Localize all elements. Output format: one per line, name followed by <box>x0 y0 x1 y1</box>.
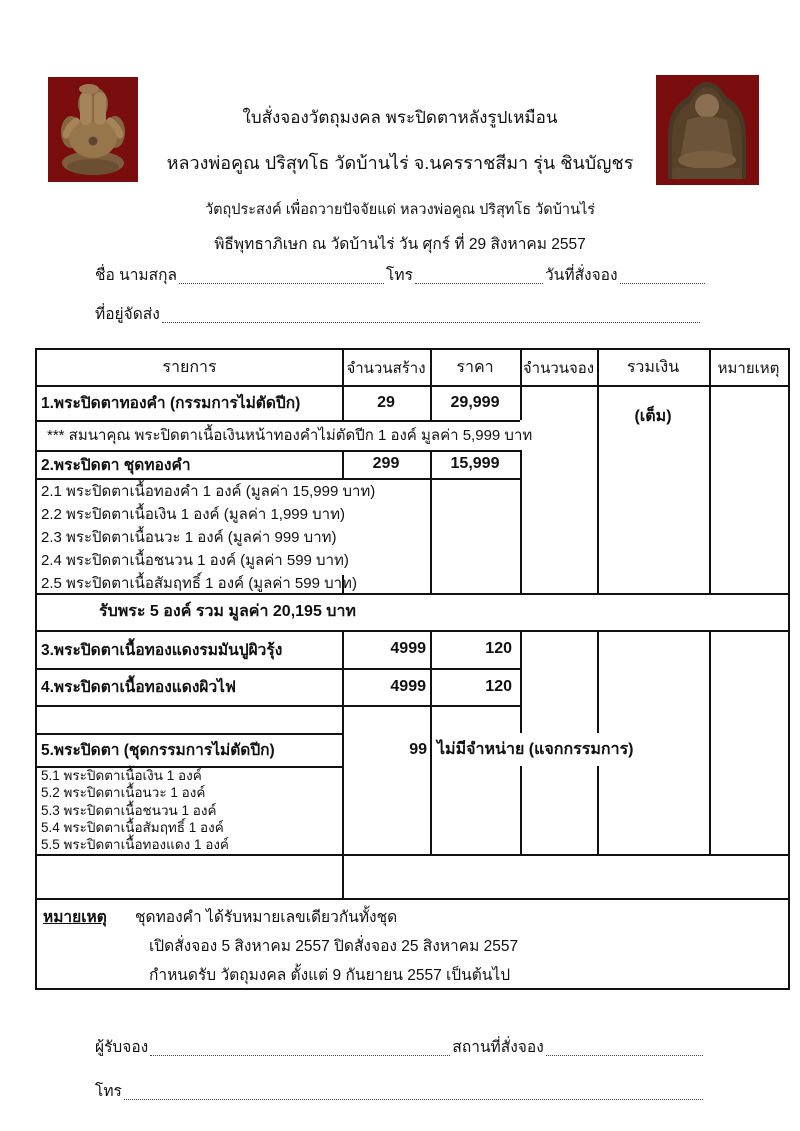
signature-phone-line <box>95 1078 705 1103</box>
receiver-field-line <box>150 1038 450 1056</box>
col-header-item: รายการ <box>162 359 217 376</box>
item5-name: 5.พระปิดตา (ชุดกรรมการไม่ตัดปีก) <box>41 742 275 759</box>
set-summary-row: รับพระ 5 องค์ รวม มูลค่า 20,195 บาท <box>99 603 356 620</box>
grid-line <box>520 630 522 733</box>
ceremony-line: พิธีพุทธาภิเษก ณ วัดบ้านไร่ วัน ศุกร์ ที่ 29 สิงหาคม 2557 <box>214 236 586 253</box>
signature-phone-label: โทร <box>95 1083 122 1100</box>
item1-price: 29,999 <box>450 393 500 411</box>
grid-line <box>342 854 344 898</box>
item2-sub-list <box>41 480 561 595</box>
col-header-total: รวมเงิน <box>626 359 680 376</box>
item3-name: 3.พระปิดตาเนื้อทองแดงรมมันปูผิวรุ้ง <box>41 641 283 659</box>
item2-price: 15,999 <box>450 455 500 472</box>
bonus-row: *** สมนาคุณ พระปิดตาเนื้อเงินหน้าทองคำไม่ตัดปีก 1 องค์ มูลค่า 5,999 บาท <box>47 427 533 444</box>
item5-sub: 5.4 พระปิดตาเนื้อสัมฤทธิ์ 1 องค์ <box>41 819 224 835</box>
date-field-line <box>620 266 705 284</box>
item1-name: 1.พระปิดตาทองคำ (กรรมการไม่ตัดปีก) <box>41 395 301 412</box>
grid-line <box>37 854 788 856</box>
item5-sub-list <box>41 767 341 853</box>
page-title: ใบสั่งจองวัตถุมงคล พระปิดตาหลังรูปเหมือน <box>242 108 558 127</box>
grid-line <box>597 766 599 854</box>
item1-made: 29 <box>377 393 395 411</box>
item3-made: 4999 <box>390 640 426 657</box>
buyer-info-line <box>95 262 707 287</box>
receiver-label: ผู้รับจอง <box>95 1039 149 1056</box>
item2-sub: 2.2 พระปิดตาเนื้อเงิน 1 องค์ (มูลค่า 1,999 บาท) <box>41 506 345 523</box>
item5-sub: 5.5 พระปิดตาเนื้อทองแดง 1 องค์ <box>41 837 229 853</box>
item2-sub: 2.4 พระปิดตาเนื้อชนวน 1 องค์ (มูลค่า 599 บาท) <box>41 552 349 569</box>
grid-line <box>37 898 788 900</box>
col-header-made: จำนวนสร้าง <box>346 359 426 377</box>
subtitle-monk-edition: หลวงพ่อคูณ ปริสุทโธ วัดบ้านไร่ จ.นครราชสีมา รุ่น ชินบัญชร <box>166 153 634 173</box>
remarks-line-1: ชุดทองคำ ได้รับหมายเลขเดียวกันทั้งชุด <box>135 909 398 926</box>
col-header-price: ราคา <box>456 359 494 376</box>
remarks-lines <box>135 903 780 990</box>
item5-sub: 5.2 พระปิดตาเนื้อนวะ 1 องค์ <box>41 785 206 801</box>
address-label: ที่อยู่จัดส่ง <box>95 306 160 323</box>
item2-sub: 2.1 พระปิดตาเนื้อทองคำ 1 องค์ (มูลค่า 15,999 บาท) <box>41 483 376 500</box>
order-table <box>35 348 790 990</box>
address-line <box>95 301 702 326</box>
remarks-line-2: เปิดสั่งจอง 5 สิงหาคม 2557 ปิดสั่งจอง 25 สิงหาคม 2557 <box>149 938 519 955</box>
item4-made: 4999 <box>390 677 426 695</box>
grid-line <box>520 766 522 854</box>
item2-sub: 2.5 พระปิดตาเนื้อสัมฤทธิ์ 1 องค์ (มูลค่า 599 บาท) <box>41 575 357 592</box>
remarks-label: หมายเหตุ <box>43 909 107 926</box>
name-label: ชื่อ นามสกุล <box>95 267 177 284</box>
purpose-line: วัตถุประสงค์ เพื่อถวายปัจจัยแด่ หลวงพ่อคูณ ปริสุทโธ วัดบ้านไร่ <box>204 202 596 218</box>
address-field-line <box>162 305 700 323</box>
item5-made: 99 <box>409 740 427 758</box>
signature-phone-field-line <box>124 1082 703 1100</box>
grid-line <box>37 705 520 707</box>
grid-line <box>597 630 599 733</box>
col-header-remark: หมายเหตุ <box>717 359 780 377</box>
remarks-line-3: กำหนดรับ วัตถุมงคล ตั้งแต่ 9 กันยายน 2557 เป็นต้นไป <box>149 967 511 984</box>
item2-made: 299 <box>372 455 400 472</box>
order-date-label: วันที่สั่งจอง <box>545 267 618 284</box>
item5-sub: 5.3 พระปิดตาเนื้อชนวน 1 องค์ <box>41 802 217 818</box>
item2-name: 2.พระปิดตา ชุดทองคำ <box>41 456 191 474</box>
name-field-line <box>179 266 384 284</box>
phone-field-line <box>415 266 543 284</box>
item5-sub: 5.1 พระปิดตาเนื้อเงิน 1 องค์ <box>41 768 202 783</box>
item3-price: 120 <box>485 640 512 657</box>
item2-sub: 2.3 พระปิดตาเนื้อนวะ 1 องค์ (มูลค่า 999 บาท) <box>41 529 337 546</box>
phone-label: โทร <box>386 267 413 284</box>
col-header-reserve: จำนวนจอง <box>522 359 595 377</box>
item4-price: 120 <box>485 677 512 695</box>
item1-status-full: (เต็ม) <box>634 407 672 425</box>
order-place-label: สถานที่สั่งจอง <box>452 1039 544 1056</box>
grid-line <box>709 350 711 593</box>
order-place-field-line <box>546 1038 703 1056</box>
item5-note: ไม่มีจำหน่าย (แจกกรรมการ) <box>437 741 634 758</box>
receiver-line <box>95 1034 705 1059</box>
item4-name: 4.พระปิดตาเนื้อทองแดงผิวไฟ <box>41 679 236 696</box>
